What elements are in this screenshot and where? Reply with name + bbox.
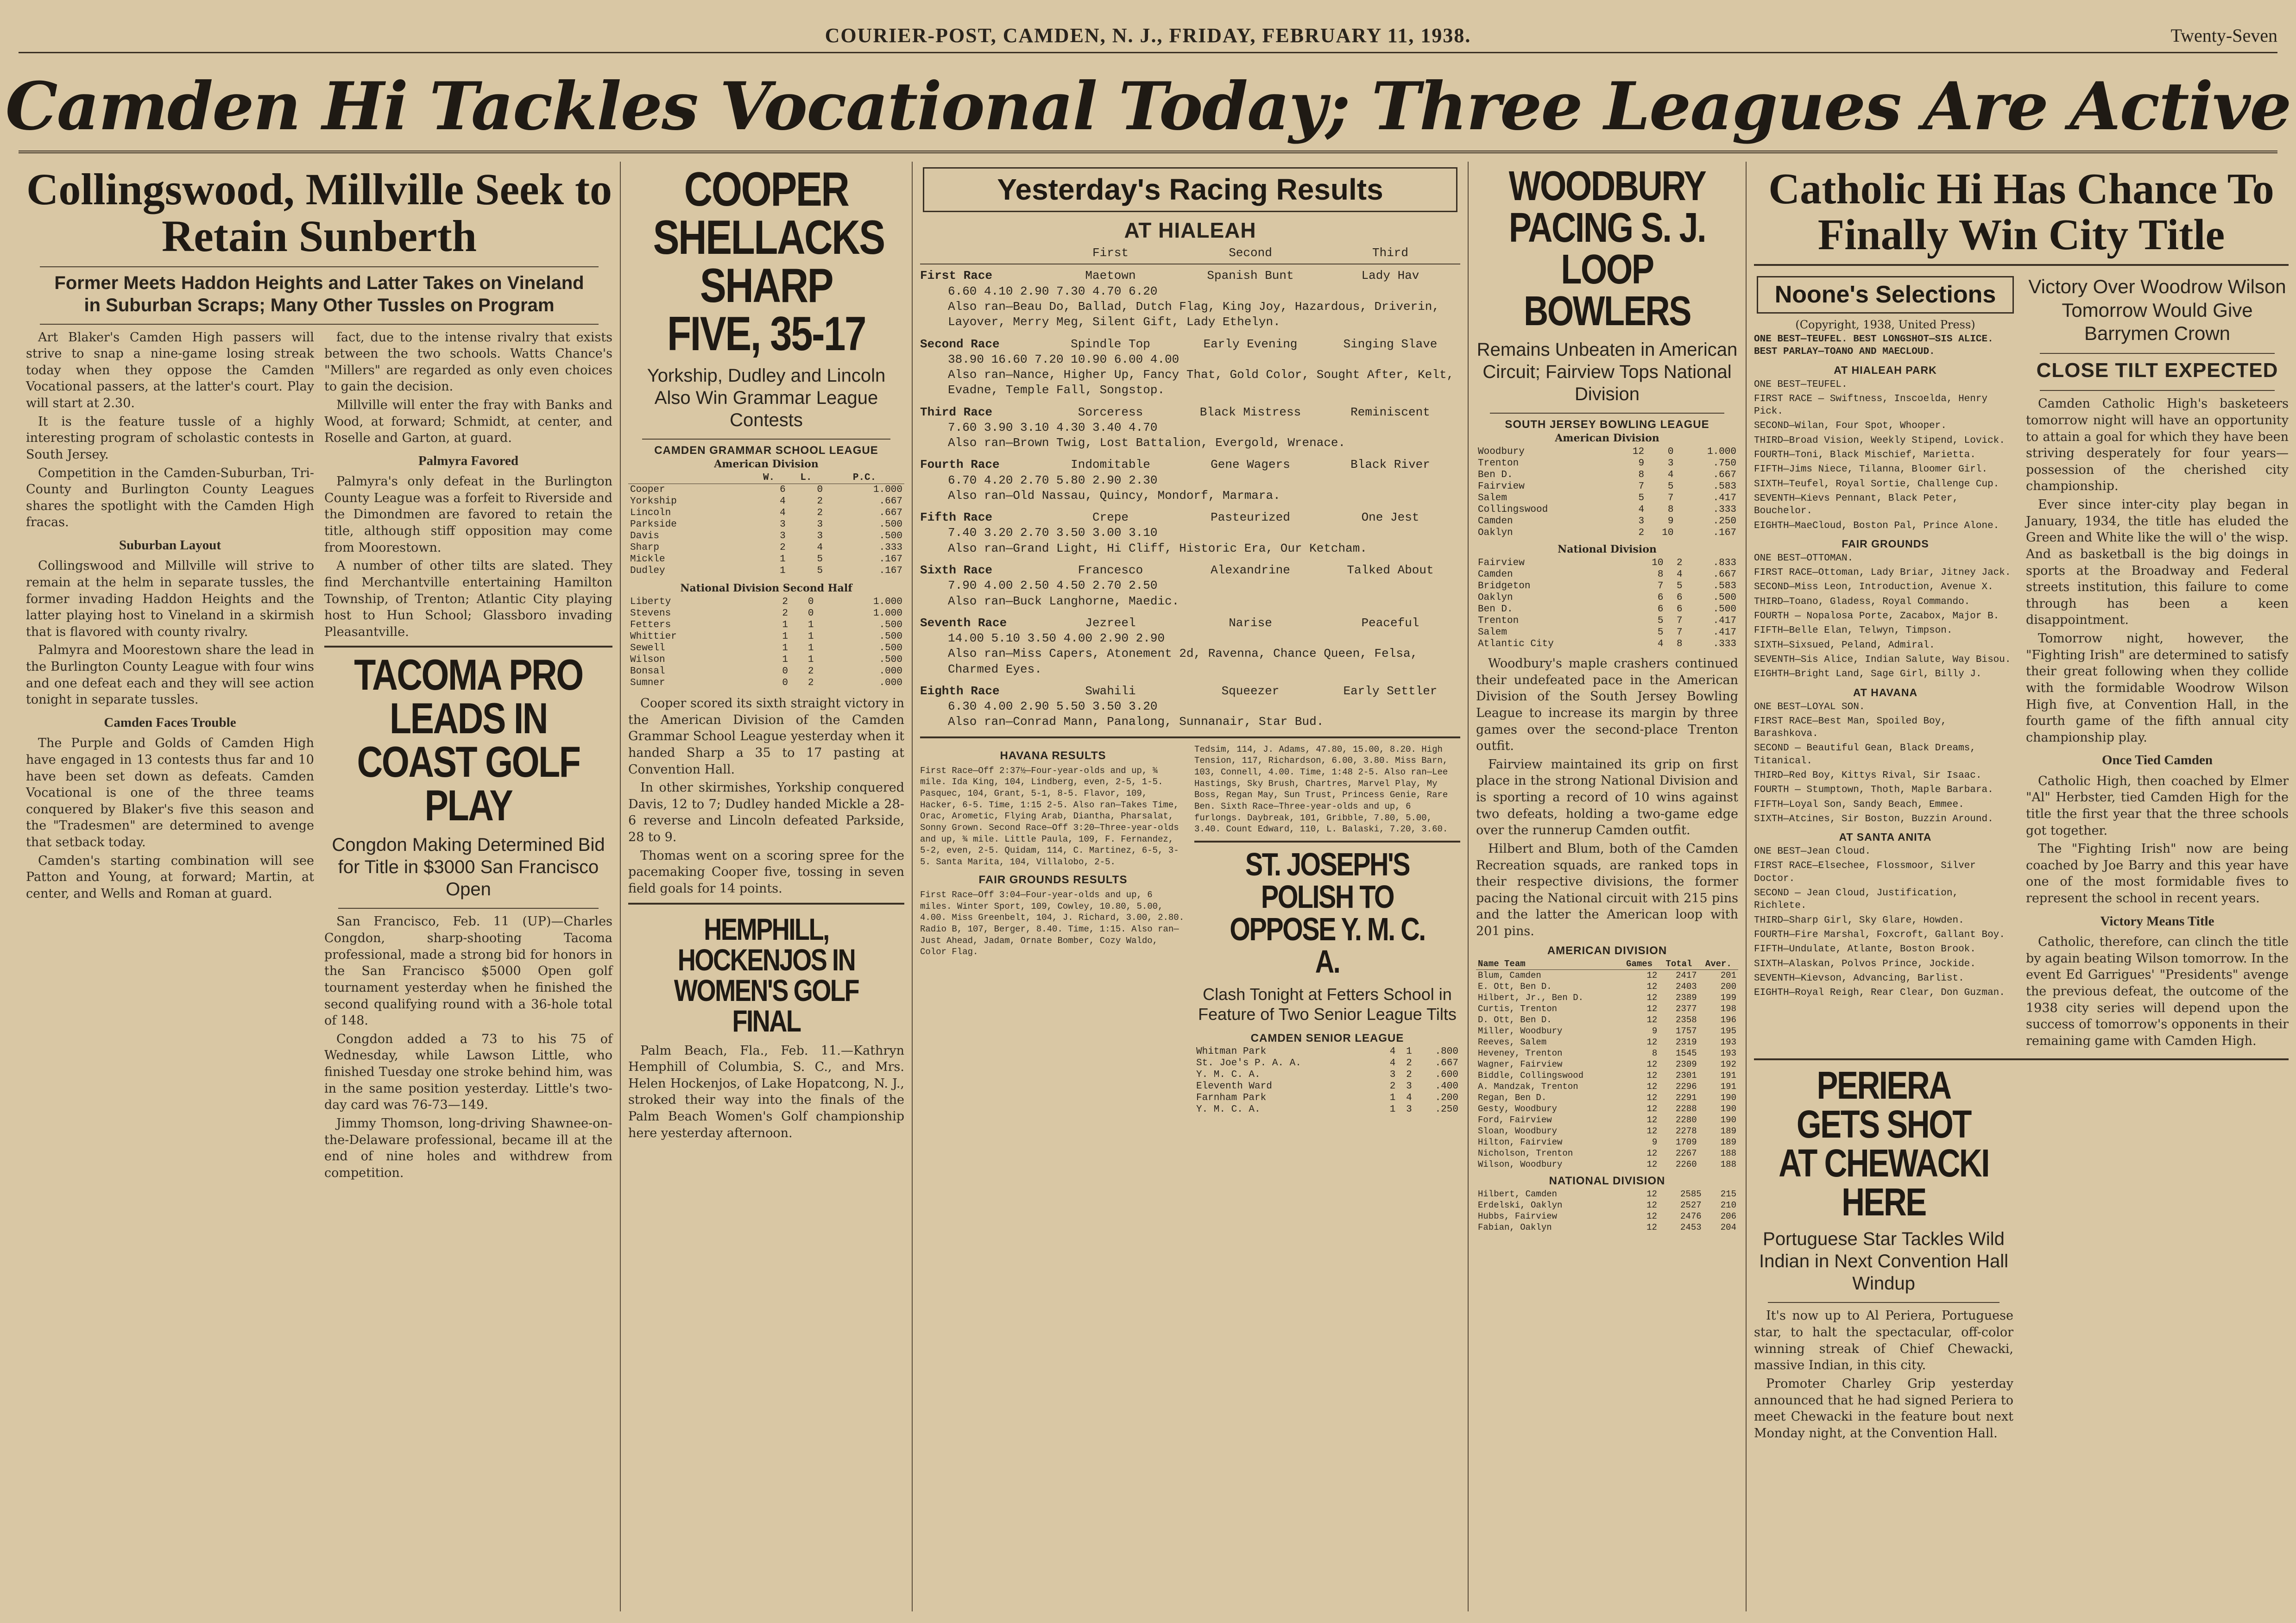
selection-line: SEVENTH—Sis Alice, Indian Salute, Way Bisou.	[1754, 654, 2011, 665]
bowler-row: E. Ott, Ben D. 12 2403 200	[1478, 981, 1736, 992]
standings-row: Fairview 10 2 .833	[1478, 558, 1736, 568]
standings-row: Oaklyn 6 6 .500	[1478, 592, 1736, 603]
havana-results-title: HAVANA RESULTS	[1000, 749, 1106, 762]
divider	[1490, 413, 1724, 414]
headline-periera: PERIERA GETS SHOT AT CHEWACKI HERE	[1779, 1063, 1989, 1224]
divider	[1754, 1058, 2289, 1060]
selection-line: THIRD—Broad Vision, Weekly Stipend, Lovick.	[1754, 435, 2005, 446]
selection-line: ONE BEST—TEUFEL.	[1754, 379, 1848, 390]
headline-woodbury: WOODBURY PACING S. J. LOOP BOWLERS	[1508, 163, 1706, 334]
subhead-palmyra: Palmyra Favored	[418, 453, 519, 468]
deck-collingswood: Former Meets Haddon Heights and Latter Takes on Vineland in Suburban Scraps; Many Other Tussles on Program	[54, 272, 584, 315]
bowler-row: Hubbs, Fairview 12 2476 206	[1478, 1211, 1736, 1221]
selections-title: Noone's Selections	[1774, 281, 1996, 308]
american-individual-averages: Name Team Games Total Aver. Blum, Camden 12 2417 201 E. Ott, Ben D. 12 2403 200 Hilbert, Jr., Ben D. 12 2389 199 Curtis, Trenton 12 2377 198 D. Ott, Ben D. 12 2358 196 Miller, Woodbury 9 1757 195 Reeves, Salem 12 2319 193 Heveney, Trenton 8 1545 193 Wagner, Fairview 12 2309 192 Biddle, Collingswood 12 2301 191 A. Mandzak, Trenton 12 2296 191 Regan, Ben D. 12 2291 190 Gesty, Woodbury 12 2288 190 Ford, Fairview 12 2280 190 Sloan, Woodbury 12 2278 189 Hilton, Fairview 9 1709 189 Nicholson, Trenton 12 2267 188 Wilson, Woodbury 12 2260 188	[1476, 958, 1738, 1170]
selection-line: FIRST RACE—Ottoman, Lady Briar, Jitney Jack.	[1754, 567, 2011, 579]
column-collingswood	[19, 162, 621, 1611]
standings-row: Davis 3 3 .500	[630, 531, 902, 541]
selection-line: SIXTH—Teufel, Royal Sortie, Challenge Cup.	[1754, 478, 2000, 490]
standings-row: Wilson 1 1 .500	[630, 654, 902, 665]
race-result: Second Race Spindle Top Early Evening Singing Slave 38.90 16.60 7.20 10.90 6.00 4.00 Also ran—Nance, Higher Up, Fancy That, Gold Color, Sought After, Kelt, Evadne, Temple Fall, Songstop.	[920, 337, 1454, 397]
bowler-row: Wilson, Woodbury 12 2260 188	[1478, 1159, 1736, 1170]
racing-results-box	[923, 167, 1457, 212]
selection-line: SIXTH—Sixsued, Peland, Admiral.	[1754, 640, 1935, 651]
deck-cooper: Yorkship, Dudley and Lincoln Also Win Grammar League Contests	[647, 365, 886, 430]
selection-line: THIRD—Red Boy, Kittys Rival, Sir Isaac.	[1754, 770, 1982, 781]
bowler-row: Hilbert, Camden 12 2585 215	[1478, 1189, 1736, 1199]
headline-hemphill: HEMPHILL, HOCKENJOS IN WOMEN'S GOLF FINAL	[674, 912, 859, 1038]
standings-row: Parkside 3 3 .500	[630, 519, 902, 530]
standings-row: Woodbury 12 0 1.000	[1478, 447, 1736, 457]
divider	[1194, 841, 1460, 843]
american-individuals-title: AMERICAN DIVISION	[1547, 944, 1667, 957]
article-collingswood	[26, 329, 612, 1185]
deck-catholic: Victory Over Woodrow Wilson Tomorrow Would Give Barrymen Crown	[2028, 276, 2286, 345]
selection-line: SEVENTH—Kievs Pennant, Black Peter, Bouchelor.	[1754, 493, 1959, 517]
fair-results-title: FAIR GROUNDS RESULTS	[978, 873, 1128, 886]
senior-league-standings	[1194, 1046, 1460, 1115]
divider	[324, 646, 612, 648]
standings-row: Oaklyn 2 10 .167	[1478, 528, 1736, 538]
selection-line: SEVENTH—Kievson, Advancing, Barlist.	[1754, 973, 1964, 984]
dateline: COURIER-POST, CAMDEN, N. J., FRIDAY, FEBRUARY 11, 1938.	[825, 24, 1471, 47]
headline-tacoma: TACOMA PRO LEADS IN COAST GOLF PLAY	[354, 650, 583, 830]
standings-row: Bridgeton 7 5 .583	[1478, 581, 1736, 591]
selection-line: SIXTH—Atcines, Sir Boston, Buzzin Around.	[1754, 813, 1993, 824]
bowler-row: A. Mandzak, Trenton 12 2296 191	[1478, 1081, 1736, 1092]
race-result: Sixth Race Francesco Alexandrine Talked About 7.90 4.00 2.50 4.50 2.70 2.50 Also ran—Buck Langhorne, Maedic.	[920, 563, 1434, 608]
standings-row: Camden 8 4 .667	[1478, 569, 1736, 580]
standings-row: Fetters 1 1 .500	[630, 620, 902, 630]
divider	[628, 903, 904, 905]
divider	[920, 736, 1460, 738]
divider	[2040, 390, 2275, 391]
selection-line: SECOND—Miss Leon, Introduction, Avenue X.	[1754, 582, 1993, 593]
bowler-row: Regan, Ben D. 12 2291 190	[1478, 1092, 1736, 1103]
selection-line: FOURTH—Toni, Black Mischief, Marietta.	[1754, 450, 1976, 461]
headline-st-josephs: ST. JOSEPH'S POLISH TO OPPOSE Y. M. C. A.	[1230, 846, 1425, 980]
standings-row: Ben D. 8 4 .667	[1478, 470, 1736, 480]
divider	[1754, 264, 2289, 266]
standings-row: Atlantic City 4 8 .333	[1478, 639, 1736, 649]
divider	[642, 439, 890, 440]
standings-row: Whittier 1 1 .500	[630, 631, 902, 642]
bowler-row: Reeves, Salem 12 2319 193	[1478, 1037, 1736, 1047]
selection-line: FIFTH—Jims Niece, Tilanna, Bloomer Girl.	[1754, 464, 1988, 475]
race-result: Eighth Race Swahili Squeezer Early Settler 6.30 4.00 2.90 5.50 3.50 3.20 Also ran—Conrad Mann, Panalong, Sunnanair, Star Bud.	[920, 684, 1438, 729]
bowler-row: Nicholson, Trenton 12 2267 188	[1478, 1148, 1736, 1158]
selections-column: Noone's Selections (Copyright, 1938, United Press) ONE BEST—TEUFEL. BEST LONGSHOT—SIS ALICE. BEST PARLAY—TOANO AND MAECLOUD. AT HIALEAH PARK ONE BEST—TEUFEL. FIRST RACE — Swiftness, Inscoelda, Henry Pick. SECOND—Wilan, Four Spot, Whooper. THIRD—Broad Vision, Weekly Stipend, Lovick. FOURTH—Toni, Black Mischief, Marietta. FIFTH—Jims Niece, Tilanna, Bloomer Girl. SIXTH—Teufel, Royal Sortie, Challenge Cup. SEVENTH—Kievs Pennant, Black Peter, Bouchelor. EIGHTH—MaeCloud, Boston Pal, Prince Alone. FAIR GROUNDS ONE BEST—OTTOMAN. FIRST RACE—Ottoman, Lady Briar, Jitney Jack. SECOND—Miss Leon, Introduction, Avenue X. THIRD—Toano, Gladess, Royal Commando. FOURTH — Nopalosa Porte, Zacabox, Major B. FIFTH—Belle Elan, Telwyn, Timpson. SIXTH—Sixsued, Peland, Admiral. SEVENTH—Sis Alice, Indian Salute, Way Bisou. EIGHTH—Bright Land, Sage Girl, Billy J. AT HAVANA ONE BEST—LOYAL SON. FIRST RACE—Best Man, Spoiled Boy, Barashkova. SECOND — Beautiful Gean, Black Dreams, Titanical. THIRD—Red Boy, Kittys Rival, Sir Isaac. FOURTH — Stumptown, Thoth, Maple Barbara. FIFTH—Loyal Son, Sandy Beach, Emmee. SIXTH—Atcines, Sir Boston, Buzzin Around. AT SANTA ANITA ONE BEST—Jean Cloud. FIRST RACE—Elsechee, Flossmoor, Silver Doctor. SECOND — Jean Cloud, Justification, Richlete. THIRD—Sharp Girl, Sky Glare, Howden. FOURTH—Fire Marshal, Foxcroft, Gallant Boy. FIFTH—Undulate, Atlante, Boston Brook. SIXTH—Alaskan, Polvos Prince, Jockide. SEVENTH—Kievson, Advancing, Barlist. EIGHTH—Royal Reigh, Rear Clear, Don Guzman.	[1754, 271, 2017, 1053]
standings-row: Salem 5 7 .417	[1478, 493, 1736, 503]
race-result: Fifth Race Crepe Pasteurized One Jest 7.40 3.20 2.70 3.50 3.00 3.10 Also ran—Grand Light, Hi Cliff, Historic Era, Our Ketcham.	[920, 510, 1419, 555]
divider	[40, 266, 599, 267]
standings-row: Farnham Park 1 4 .200	[1196, 1092, 1458, 1103]
selection-line: THIRD—Sharp Girl, Sky Glare, Howden.	[1754, 915, 1964, 926]
bowling-american-standings	[1476, 446, 1738, 539]
bowling-league-title: SOUTH JERSEY BOWLING LEAGUE	[1505, 418, 1709, 431]
bowler-row: Hilbert, Jr., Ben D. 12 2389 199	[1478, 992, 1736, 1003]
standings-row: Dudley 1 5 .167	[630, 566, 902, 576]
standings-row: Yorkship 4 2 .667	[630, 496, 902, 507]
periera-article: PERIERA GETS SHOT AT CHEWACKI HERE Portuguese Star Tackles Wild Indian in Next Convention Hall Windup It's now up to Al Periera, Portuguese star, to halt the spectacular, off-color winning streak of Chief Chewacki, massive Indian, in this city. Promoter Charley Grip yesterday announced that he had signed Periera to meet Chewacki in the feature bout next Monday night, at the Convention Hall.	[1754, 1063, 2013, 1441]
selection-line: FOURTH — Nopalosa Porte, Zacabox, Major B.	[1754, 611, 2000, 622]
racing-results-title: Yesterday's Racing Results	[997, 173, 1383, 206]
standings-row: Cooper 6 0 1.000	[630, 484, 902, 495]
selection-line: SECOND—Wilan, Four Spot, Whooper.	[1754, 421, 1947, 432]
track-hialeah: AT HIALEAH	[1124, 218, 1256, 243]
racing-extra: HAVANA RESULTS First Race—Off 2:37½—Four-year-olds and up, ¾ mile. Ida King, 104, Lindberg, even, 2-5, 1-5. Pasquec, 104, Grant, 5-1, 8-5. Flavor, 109, Hacker, 6-5. Time, 1:15 2-5. Also ran—Takes Time, Orac, Arometic, Flying Arab, Diantha, Pharsalat, Sonny Grown. Second Race—Off 3:20—Three-year-olds and up, ¾ mile. Little Paula, 109, F. Fernandez, 5-2, even, 2-5. Quidam, 114, C. Martinez, 6-5, 3-5. Santa Marita, 104, Villalobo, 2-5. FAIR GROUNDS RESULTS First Race—Off 3:04—Four-year-olds and up, 6 miles. Winter Sport, 109, Cowley, 10.80, 5.00, 4.00. Miss Greenbelt, 104, J. Richard, 3.00, 2.80. Radio B, 107, Berger, 8.40. Time, 1:15. Also ran—Just Ahead, Jadam, Ornate Bomber, Cozy Waldo, Color Flag. Tedsim, 114, J. Adams, 47.80, 15.00, 8.20. High Tension, 117, Richardson, 6.00, 3.80. Miss Barn, 103, Connell, 4.00. Time, 1:48 2-5. Also ran—Lee Hastings, Sky Brush, Chartres, Marvel Play, My Boss, Regan May, Sun Trust, Princess Genie, Rare Ben. Sixth Race—Three-year-olds and up, 6 furlongs. Daybreak, 101, Gribble, 7.80, 5.00, 3.40. Count Edward, 110, L. Balaski, 7.20, 3.60. ST. JOSEPH'S POLISH TO OPPOSE Y. M. C. A. Clash Tonight at Fetters School in Feature of Two Senior League Tilts CAMDEN SENIOR LEAGUE Whitman Park 4 1 .800 St. Joe's P. A. A. 4 2 .667 Y. M. C. A. 3 2 .600 Eleventh Ward 2 3 .400 Farnham Park 1 4 .200 Y. M. C. A. 1 3 .250	[920, 744, 1460, 1115]
deck-periera: Portuguese Star Tackles Wild Indian in Next Convention Hall Windup	[1759, 1229, 2009, 1294]
bowler-row: Miller, Woodbury 9 1757 195	[1478, 1025, 1736, 1036]
standings-row: Liberty 2 0 1.000	[630, 597, 902, 607]
senior-league-title: CAMDEN SENIOR LEAGUE	[1250, 1032, 1404, 1044]
article-text-right: fact, due to the intense rivalry that exists between the two schools. Watts Chance's "Millers" are regarded as only even choices to gain the decision. Millville will enter the fray with Banks and Wood, at forward; Schmidt, at center, and Roselle and Garton, at guard. Palmyra Favored Palmyra's only defeat in the Burlington County League was a forfeit to Riverside and the Dimondmen are favored to retain the title, although stiff opposition may come from Moorestown. A number of other tilts are slated. They find Merchantville entertaining Hamilton Township, of Trenton; Atlantic City playing host to Hun School; Glassboro invading Pleasantville. TACOMA PRO LEADS IN COAST GOLF PLAY Congdon Making Determined Bid for Title in $3000 San Francisco Open San Francisco, Feb. 11 (UP)—Charles Congdon, sharp-shooting Tacoma professional, made a strong bid for honors in the San Francisco $5000 Open golf tournament yesterday when he finished the second qualifying round with a 36-hole total of 148. Congdon added a 73 to his 75 of Wednesday, while Lawson Little, who finished Tuesday one stroke behind him, was in the same position yesterday. Little's two-day card was 76-73—149. Jimmy Thomson, long-driving Shawnee-on-the-Delaware professional, became ill at the end of nine holes and withdrew from competition.	[324, 330, 612, 1180]
bowler-row: Sloan, Woodbury 12 2278 189	[1478, 1126, 1736, 1136]
standings-row: St. Joe's P. A. A. 4 2 .667	[1196, 1057, 1458, 1069]
selection-line: FOURTH — Stumptown, Thoth, Maple Barbara.	[1754, 785, 1993, 796]
selection-line: ONE BEST—OTTOMAN.	[1754, 553, 1854, 564]
subhead-close-tilt: CLOSE TILT EXPECTED	[2036, 359, 2278, 382]
article-text-left: Art Blaker's Camden High passers will strive to snap a nine-game losing streak today when they oppose the Camden Vocational passers, at the latter's court. Play will start at 2.30. It is the feature tussle of a highly interesting program of scholastic contests in South Jersey. Competition in the Camden-Suburban, Tri-County and Burlington County Leagues shares the spotlight with the Camden High fracas. Suburban Layout Collingswood and Millville will strive to remain at the helm in separate tussles, the former invading Haddon Heights and the latter playing host to Vineland in a skirmish that is flavored with county rivalry. Palmyra and Moorestown share the lead in the Burlington County League with four wins and one defeat each and they will see action tonight in separate tussles. Camden Faces Trouble The Purple and Golds of Camden High have engaged in 13 contests thus far and 10 have been set down as defeats. Camden Vocational is one of the three teams conquered by Blaker's five this season and the "Tradesmen" are determined to avenge that setback today. Camden's starting combination will see Patton and Young, at forward; Martin, at center, and Wells and Roman at guard.	[26, 330, 314, 901]
bowler-row: Biddle, Collingswood 12 2301 191	[1478, 1070, 1736, 1081]
selection-line: FIRST RACE — Swiftness, Inscoelda, Henry Pick.	[1754, 393, 1988, 417]
standings-row: Bonsal 0 2 .000	[630, 666, 902, 677]
catholic-article: Victory Over Woodrow Wilson Tomorrow Would Give Barrymen Crown CLOSE TILT EXPECTED Camden Catholic High's basketeers tomorrow night will have an opportunity to attain a goal for which they have been striving desperately for four years—possession of the cherished city championship. Ever since inter-city play began in January, 1934, the title has eluded the Green and White like the will o' the wisp. And as basketball is the big doings in sports at the Broadway and Federal streets institution, this failure to come through has been a keen disappointment. Tomorrow night, however, the "Fighting Irish" are determined to satisfy their great following when they collide with the formidable Woodrow Wilson High five, at Convention Hall, in the fourth game of the fifth annual city championship play. Once Tied Camden Catholic High, then coached by Elmer "Al" Herbster, tied Camden High for the title the first year that the three schools got together. The "Fighting Irish" now are being coached by Joe Barry and this year have one of the most formidable fives to represent the school in recent years. Victory Means Title Catholic, therefore, can clinch the title by again beating Wilson tomorrow. In the event Ed Garrigues' "Presidents" avenge the previous defeat, the outcome of the 1938 city series will depend upon the success of tomorrow's opponents in their remaining game with Camden High.	[2026, 276, 2289, 1048]
selection-line: FIFTH—Belle Elan, Telwyn, Timpson.	[1754, 625, 1953, 636]
selection-line: SECOND — Beautiful Gean, Black Dreams, Titanical.	[1754, 743, 1976, 767]
national-individuals-title: NATIONAL DIVISION	[1549, 1174, 1665, 1187]
bowler-row: Wagner, Fairview 12 2309 192	[1478, 1059, 1736, 1069]
standings-row: Y. M. C. A. 1 3 .250	[1196, 1104, 1458, 1115]
race-result: Seventh Race Jezreel Narise Peaceful 14.00 5.10 3.50 4.00 2.90 2.90 Also ran—Miss Capers, Atonement 2d, Ravenna, Chance Queen, Felsa, Charmed Eyes.	[920, 616, 1419, 676]
bowler-row: Gesty, Woodbury 12 2288 190	[1478, 1103, 1736, 1114]
standings-row: Sumner 0 2 .000	[630, 678, 902, 688]
standings-row: Stevens 2 0 1.000	[630, 608, 902, 619]
race-result: First Race Maetown Spanish Bunt Lady Hav 6.60 4.10 2.90 7.30 4.70 6.20 Also ran—Beau Do, Ballad, Dutch Flag, King Joy, Hazardous, Driverin, Layover, Merry Meg, Silent Gift, Lady Ethelyn.	[920, 269, 1439, 329]
race-result: Fourth Race Indomitable Gene Wagers Black River 6.70 4.20 2.70 5.80 2.90 2.30 Also ran—Old Nassau, Quincy, Mondorf, Marmara.	[920, 458, 1430, 503]
deck-tacoma: Congdon Making Determined Bid for Title in $3000 San Francisco Open	[332, 835, 605, 900]
selection-line: SECOND — Jean Cloud, Justification, Richlete.	[1754, 888, 1959, 912]
deck-woodbury: Remains Unbeaten in American Circuit; Fairview Tops National Division	[1476, 340, 1738, 404]
selection-line: FIFTH—Loyal Son, Sandy Beach, Emmee.	[1754, 799, 1964, 810]
national-individual-averages	[1476, 1189, 1738, 1233]
columns	[19, 162, 2289, 1611]
selection-line: FIRST RACE—Elsechee, Flossmoor, Silver Doctor.	[1754, 861, 1976, 884]
standings-row: Salem 5 7 .417	[1478, 627, 1736, 638]
column-bowling: WOODBURY PACING S. J. LOOP BOWLERS Remains Unbeaten in American Circuit; Fairview Tops National Division SOUTH JERSEY BOWLING LEAGUE American Division Woodbury 12 0 1.000 Trenton 9 3 .750 Ben D. 8 4 .667 Fairview 7 5 .583 Salem 5 7 .417 Collingswood 4 8 .333 Camden 3 9 .250 Oaklyn 2 10 .167 National Division Fairview 10 2 .833 Camden 8 4 .667 Bridgeton 7 5 .583 Oaklyn 6 6 .500 Ben D. 6 6 .500 Trenton 5 7 .417 Salem 5 7 .417 Atlantic City 4 8 .333 Woodbury's maple crashers continued their undefeated pace in the American Division of the South Jersey Bowling League to increase its margin by three games over the second-place Trenton outfit. Fairview maintained its grip on first place in the strong National Division and is sporting a record of 10 wins against two defeats, holding a two-game edge over the runnerup Camden outfit. Hilbert and Blum, both of the Camden Recreation squads, are ranked tops in their respective divisions, the former pacing the National circuit with 215 pins and the latter the American loop with 201 pins. AMERICAN DIVISION Name Team Games Total Aver. Blum, Camden 12 2417 201 E. Ott, Ben D. 12 2403 200 Hilbert, Jr., Ben D. 12 2389 199 Curtis, Trenton 12 2377 198 D. Ott, Ben D. 12 2358 196 Miller, Woodbury 9 1757 195 Reeves, Salem 12 2319 193 Heveney, Trenton 8 1545 193 Wagner, Fairview 12 2309 192 Biddle, Collingswood 12 2301 191 A. Mandzak, Trenton 12 2296 191 Regan, Ben D. 12 2291 190 Gesty, Woodbury 12 2288 190 Ford, Fairview 12 2280 190 Sloan, Woodbury 12 2278 189 Hilton, Fairview 9 1709 189 Nicholson, Trenton 12 2267 188 Wilson, Woodbury 12 2260 188 NATIONAL DIVISION Hilbert, Camden 12 2585 215 Erdelski, Oaklyn 12 2527 210 Hubbs, Fairview 12 2476 206 Fabian, Oaklyn 12 2453 204	[1469, 162, 1747, 1611]
selection-line: THIRD—Toano, Gladess, Royal Commando.	[1754, 596, 1970, 607]
bowler-row: Blum, Camden 12 2417 201	[1478, 970, 1736, 981]
folio-line	[19, 19, 2277, 53]
standings-row: Sharp 2 4 .333	[630, 542, 902, 553]
bowling-national-standings	[1476, 557, 1738, 650]
race-list	[920, 268, 1460, 730]
selection-line: FOURTH—Fire Marshal, Foxcroft, Gallant Boy.	[1754, 929, 2005, 940]
grammar-american-standings: W. L. P.C. Cooper 6 0 1.000 Yorkship 4 2 .667 Lincoln 4 2 .667 Parkside 3 3 .500 Davis 3 3 .500 Sharp 2 4 .333 Mickle 1 5 .167 Dudley 1 5 .167	[628, 472, 904, 577]
divider	[2040, 353, 2275, 354]
column-catholic	[1747, 162, 2296, 1611]
selection-line: FIRST RACE—Best Man, Spoiled Boy, Barashkova.	[1754, 716, 1947, 740]
race-result: Third Race Sorceress Black Mistress Reminiscent 7.60 3.90 3.10 4.30 3.40 4.70 Also ran—Brown Twig, Lost Battalion, Evergold, Wrenace.	[920, 405, 1430, 450]
selection-line: EIGHTH—Royal Reigh, Rear Clear, Don Guzman.	[1754, 988, 2005, 999]
bowler-row: Ford, Fairview 12 2280 190	[1478, 1114, 1736, 1125]
standings-row: Camden 3 9 .250	[1478, 516, 1736, 527]
page-number: Twenty-Seven	[2170, 25, 2277, 46]
bowler-row: Fabian, Oaklyn 12 2453 204	[1478, 1222, 1736, 1233]
bowler-row: Erdelski, Oaklyn 12 2527 210	[1478, 1200, 1736, 1210]
grammar-national-standings	[628, 596, 904, 689]
grammar-league-title: CAMDEN GRAMMAR SCHOOL LEAGUE	[654, 444, 878, 457]
standings-row: Collingswood 4 8 .333	[1478, 504, 1736, 515]
standings-row: Trenton 5 7 .417	[1478, 616, 1736, 626]
column-cooper: COOPER SHELLACKS SHARP FIVE, 35-17 Yorkship, Dudley and Lincoln Also Win Grammar League Contests CAMDEN GRAMMAR SCHOOL LEAGUE American Division W. L. P.C. Cooper 6 0 1.000 Yorkship 4 2 .667 Lincoln 4 2 .667 Parkside 3 3 .500 Davis 3 3 .500 Sharp 2 4 .333 Mickle 1 5 .167 Dudley 1 5 .167 National Division Second Half Liberty 2 0 1.000 Stevens 2 0 1.000 Fetters 1 1 .500 Whittier 1 1 .500 Sewell 1 1 .500 Wilson 1 1 .500 Bonsal 0 2 .000 Sumner 0 2 .000 Cooper scored its sixth straight victory in the American Division of the Camden Grammar School League yesterday when it handed Sharp a 35 to 17 pasting at Convention Hall. In other skirmishes, Yorkship conquered Davis, 12 to 7; Dudley handed Mickle a 28-6 reverse and Lincoln defeated Parkside, 28 to 9. Thomas went on a scoring spree for the pacemaking Cooper five, tossing in seven field goals for 14 points. HEMPHILL, HOCKENJOS IN WOMEN'S GOLF FINAL Palm Beach, Fla., Feb. 11.—Kathryn Hemphill of Columbia, S. C., and Mrs. Helen Hockenjos, of Lake Hopatcong, N. J., stroked their way into the finals of the Palm Beach Women's Golf championship here yesterday afternoon.	[621, 162, 913, 1611]
standings-row: Mickle 1 5 .167	[630, 554, 902, 565]
divider	[338, 908, 599, 909]
selection-line: FIFTH—Undulate, Atlante, Boston Brook.	[1754, 944, 1976, 955]
standings-row: Eleventh Ward 2 3 .400	[1196, 1081, 1458, 1092]
headline-collingswood: Collingswood, Millville Seek to Retain Sunberth	[26, 164, 612, 261]
standings-row: Lincoln 4 2 .667	[630, 508, 902, 518]
bowler-row: Heveney, Trenton 8 1545 193	[1478, 1048, 1736, 1058]
banner-headline: Camden Hi Tackles Vocational Today; Three Leagues Are Active	[5, 68, 2291, 145]
standings-row: Fairview 7 5 .583	[1478, 481, 1736, 492]
selection-line: ONE BEST—Jean Cloud.	[1754, 846, 1871, 857]
subhead-suburban: Suburban Layout	[119, 538, 221, 553]
subhead-camden-trouble: Camden Faces Trouble	[104, 715, 236, 730]
selection-line: ONE BEST—LOYAL SON.	[1754, 701, 1865, 712]
banner-headline-block	[5, 63, 2291, 153]
divider	[1768, 1302, 2000, 1303]
selections-box	[1757, 276, 2014, 314]
selection-line: EIGHTH—MaeCloud, Boston Pal, Prince Alone.	[1754, 520, 2000, 531]
bowler-row: D. Ott, Ben D. 12 2358 196	[1478, 1014, 1736, 1025]
headline-cooper: COOPER SHELLACKS SHARP FIVE, 35-17	[653, 163, 884, 361]
deck-st-josephs: Clash Tonight at Fetters School in Feature of Two Senior League Tilts	[1198, 985, 1457, 1024]
standings-row: Ben D. 6 6 .500	[1478, 604, 1736, 615]
standings-row: Trenton 9 3 .750	[1478, 458, 1736, 469]
standings-row: Y. M. C. A. 3 2 .600	[1196, 1069, 1458, 1080]
standings-row: Sewell 1 1 .500	[630, 643, 902, 654]
bowler-row: Hilton, Fairview 9 1709 189	[1478, 1137, 1736, 1147]
selection-line: EIGHTH—Bright Land, Sage Girl, Billy J.	[1754, 669, 1982, 680]
column-racing: Yesterday's Racing Results AT HIALEAH First Second Third First Race Maetown Spanish Bunt Lady Hav 6.60 4.10 2.90 7.30 4.70 6.20 Also ran—Beau Do, Ballad, Dutch Flag, King Joy, Hazardous, Driverin, Layover, Merry Meg, Silent Gift, Lady Ethelyn. Second Race Spindle Top Early Evening Singing Slave 38.90 16.60 7.20 10.90 6.00 4.00 Also ran—Nance, Higher Up, Fancy That, Gold Color, Sought After, Kelt, Evadne, Temple Fall, Songstop. Third Race Sorceress Black Mistress Reminiscent 7.60 3.90 3.10 4.30 3.40 4.70 Also ran—Brown Twig, Lost Battalion, Evergold, Wrenace. Fourth Race Indomitable Gene Wagers Black River 6.70 4.20 2.70 5.80 2.90 2.30 Also ran—Old Nassau, Quincy, Mondorf, Marmara. Fifth Race Crepe Pasteurized One Jest 7.40 3.20 2.70 3.50 3.00 3.10 Also ran—Grand Light, Hi Cliff, Historic Era, Our Ketcham. Sixth Race Francesco Alexandrine Talked About 7.90 4.00 2.50 4.50 2.70 2.50 Also ran—Buck Langhorne, Maedic. Seventh Race Jezreel Narise Peaceful 14.00 5.10 3.50 4.00 2.90 2.90 Also ran—Miss Capers, Atonement 2d, Ravenna, Chance Queen, Felsa, Charmed Eyes. Eighth Race Swahili Squeezer Early Settler 6.30 4.00 2.90 5.50 3.50 3.20 Also ran—Conrad Mann, Panalong, Sunnanair, Star Bud. HAVANA RESULTS First Race—Off 2:37½—Four-year-olds and up, ¾ mile. Ida King, 104, Lindberg, even, 2-5, 1-5. Pasquec, 104, Grant, 5-1, 8-5. Flavor, 109, Hacker, 6-5. Time, 1:15 2-5. Also ran—Takes Time, Orac, Arometic, Flying Arab, Diantha, Pharsalat, Sonny Grown. Second Race—Off 3:20—Three-year-olds and up, ¾ mile. Little Paula, 109, F. Fernandez, 5-2, even, 2-5. Quidam, 114, C. Martinez, 6-5, 3-5. Santa Marita, 104, Villalobo, 2-5. FAIR GROUNDS RESULTS First Race—Off 3:04—Four-year-olds and up, 6 miles. Winter Sport, 109, Cowley, 10.80, 5.00, 4.00. Miss Greenbelt, 104, J. Richard, 3.00, 2.80. Radio B, 107, Berger, 8.40. Time, 1:15. Also ran—Just Ahead, Jadam, Ornate Bomber, Cozy Waldo, Color Flag. Tedsim, 114, J. Adams, 47.80, 15.00, 8.20. High Tension, 117, Richardson, 6.00, 3.80. Miss Barn, 103, Connell, 4.00. Time, 1:48 2-5. Also ran—Lee Hastings, Sky Brush, Chartres, Marvel Play, My Boss, Regan May, Sun Trust, Princess Genie, Rare Ben. Sixth Race—Three-year-olds and up, 6 furlongs. Daybreak, 101, Gribble, 7.80, 5.00, 3.40. Count Edward, 110, L. Balaski, 7.20, 3.60. ST. JOSEPH'S POLISH TO OPPOSE Y. M. C. A. Clash Tonight at Fetters School in Feature of Two Senior League Tilts CAMDEN SENIOR LEAGUE Whitman Park 4 1 .800 St. Joe's P. A. A. 4 2 .667 Y. M. C. A. 3 2 .600 Eleventh Ward 2 3 .400 Farnham Park 1 4 .200 Y. M. C. A. 1 3 .250	[913, 162, 1469, 1611]
divider	[40, 324, 599, 325]
selection-line: SIXTH—Alaskan, Polvos Prince, Jockide.	[1754, 958, 1976, 969]
standings-row: Whitman Park 4 1 .800	[1196, 1046, 1458, 1057]
headline-catholic: Catholic Hi Has Chance To Finally Win City Title	[1768, 165, 2274, 259]
bowler-row: Curtis, Trenton 12 2377 198	[1478, 1003, 1736, 1014]
